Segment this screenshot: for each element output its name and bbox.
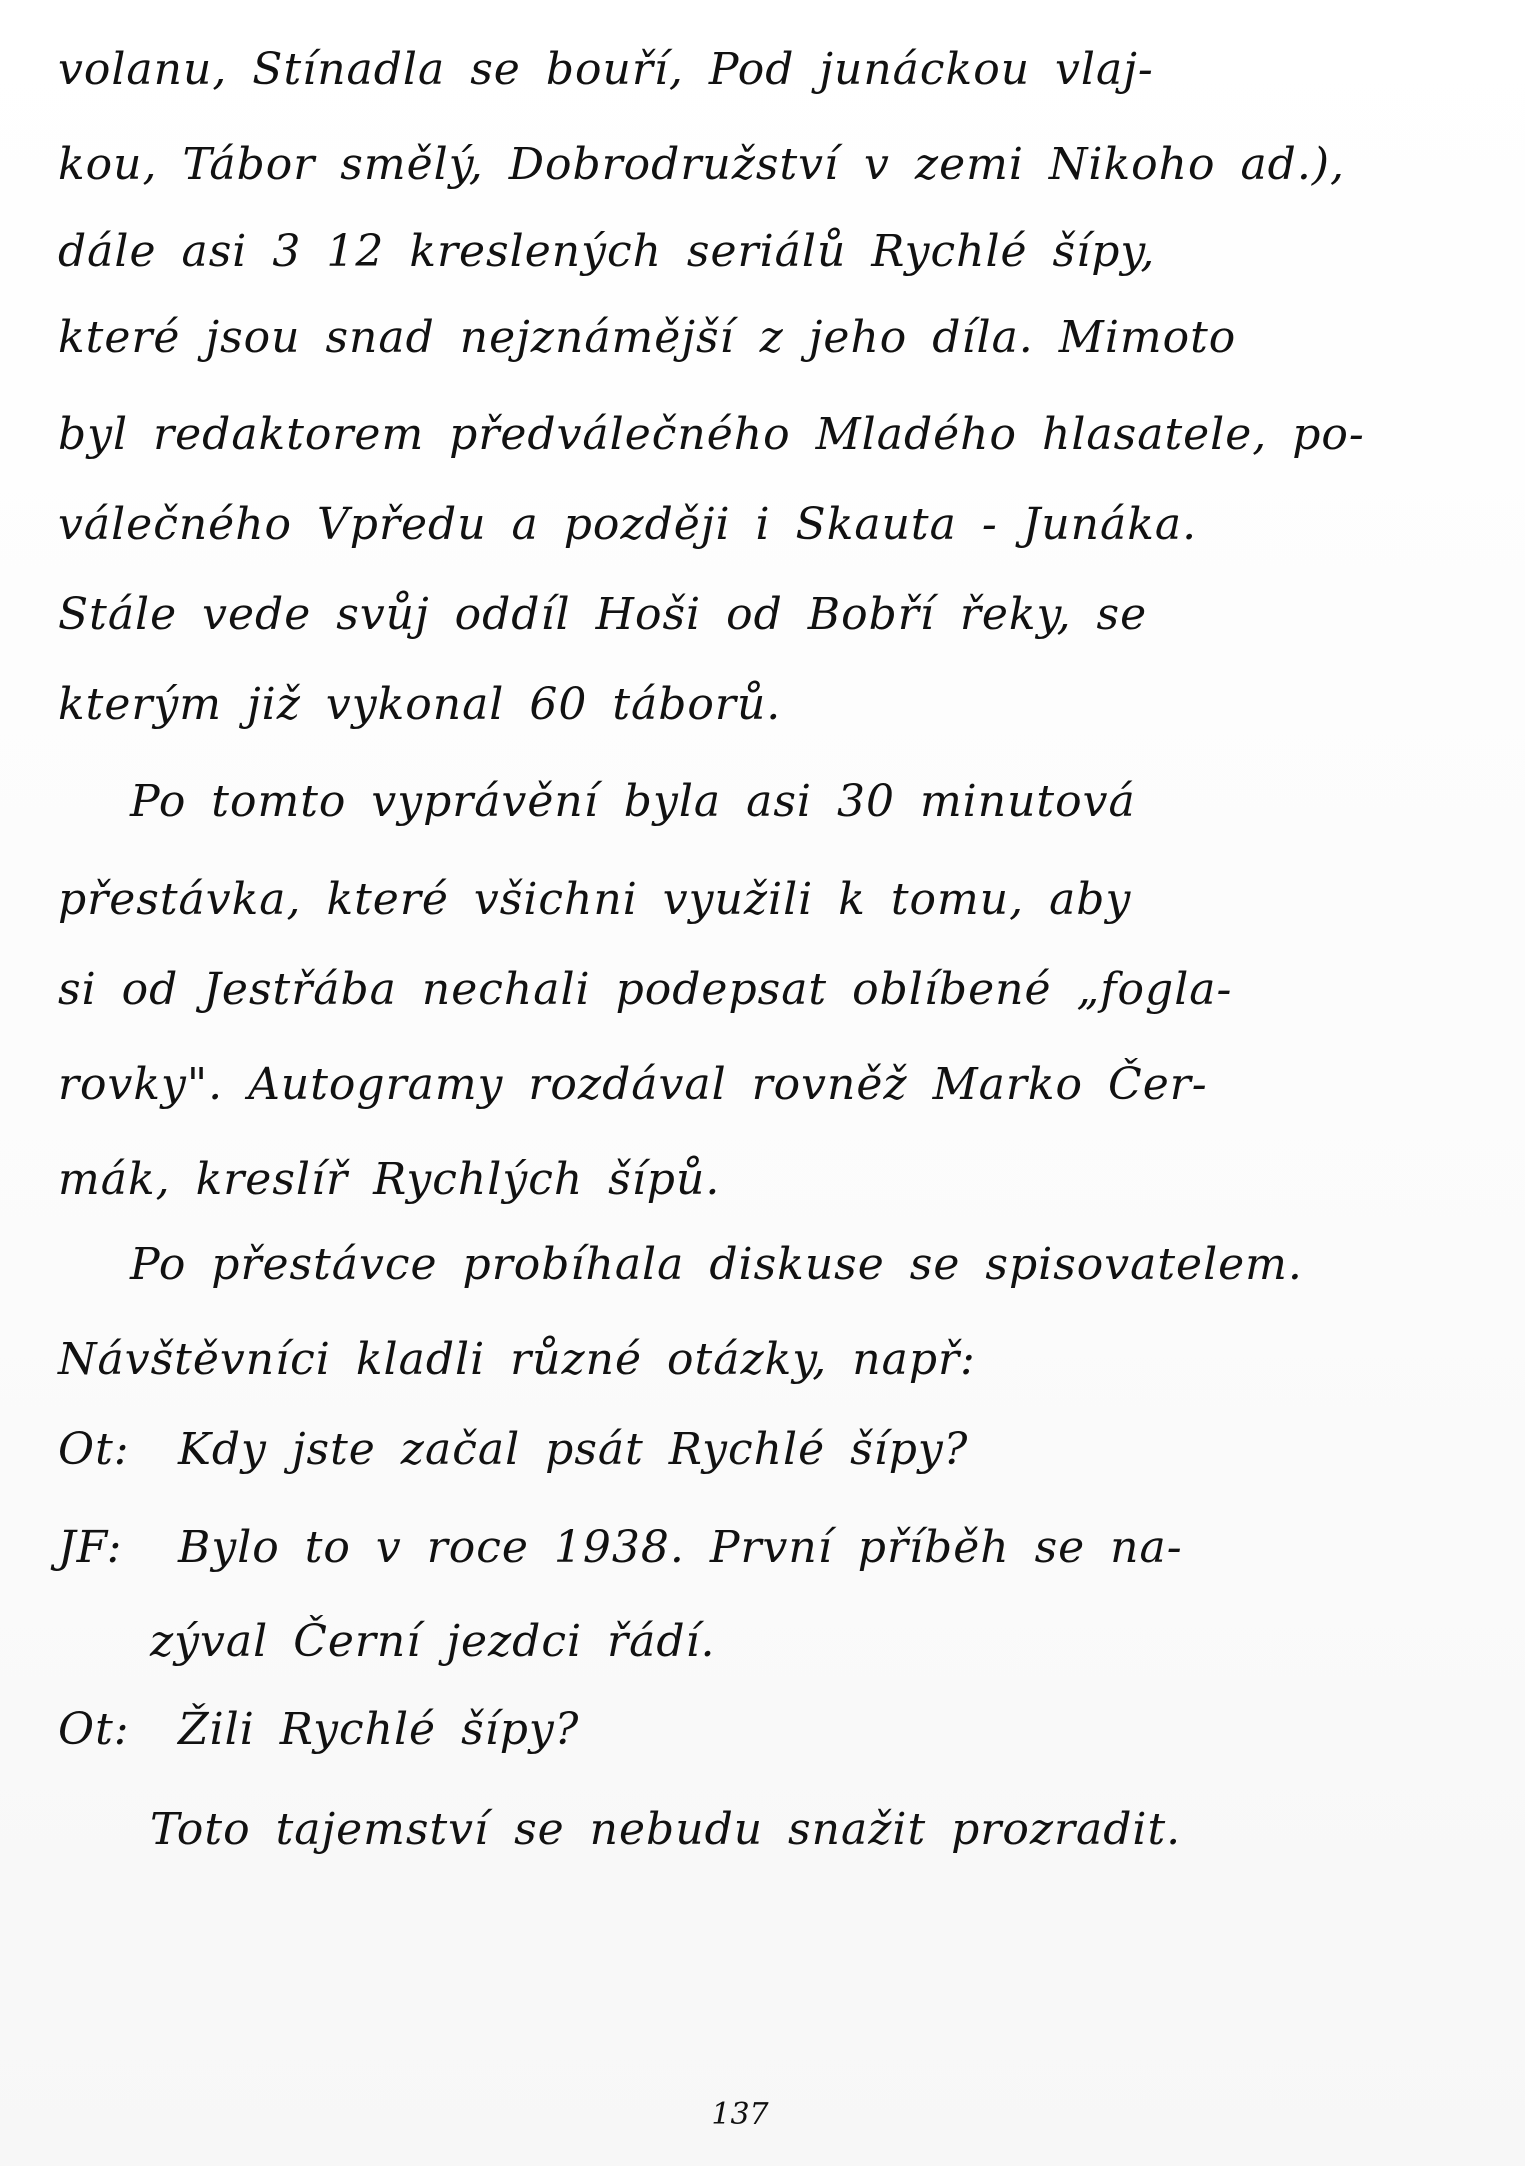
text-line: Návštěvníci kladli různé otázky, např: [58, 1334, 976, 1385]
text-line: válečného Vpředu a později i Skauta - Junáka. [58, 499, 1198, 550]
qa-text: Bylo to v roce 1938. První příběh se na- [178, 1522, 1183, 1573]
qa-text: zýval Černí jezdci řádí. [150, 1616, 716, 1667]
qa-label: Ot: [58, 1424, 130, 1475]
qa-line [58, 1700, 1498, 1760]
qa-text: Kdy jste začal psát Rychlé šípy? [178, 1424, 969, 1475]
text-line: Po tomto vyprávění byla asi 30 minutová [130, 776, 1136, 827]
qa-text: Žili Rychlé šípy? [178, 1704, 580, 1755]
qa-line [150, 1612, 1525, 1672]
text-line: volanu, Stínadla se bouří, Pod junáckou vlaj- [58, 44, 1154, 95]
text-line: Po přestávce probíhala diskuse se spisovatelem. [130, 1239, 1303, 1290]
text-line: kou, Tábor smělý, Dobrodružství v zemi Nikoho ad.), [58, 139, 1345, 190]
qa-line [150, 1800, 1525, 1860]
qa-line [58, 1420, 1498, 1480]
qa-text: Toto tajemství se nebudu snažit prozradit. [150, 1804, 1182, 1855]
qa-line [58, 1518, 1498, 1578]
qa-label: Ot: [58, 1704, 130, 1755]
text-line: mák, kreslíř Rychlých šípů. [58, 1154, 721, 1205]
text-line: si od Jestřába nechali podepsat oblíbené „fogla- [58, 964, 1233, 1015]
text-line: Stále vede svůj oddíl Hoši od Bobří řeky, se [58, 589, 1148, 640]
text-line: byl redaktorem předválečného Mladého hlasatele, po- [58, 409, 1365, 460]
page-number: 137 [711, 2097, 769, 2132]
text-line: kterým již vykonal 60 táborů. [58, 679, 782, 730]
text-line: dále asi 3 12 kreslených seriálů Rychlé šípy, [58, 226, 1156, 277]
text-line: které jsou snad nejznámější z jeho díla. Mimoto [58, 312, 1237, 363]
text-line: přestávka, které všichni využili k tomu, aby [58, 874, 1132, 925]
text-line: rovky". Autogramy rozdával rovněž Marko Čer- [58, 1059, 1208, 1110]
qa-label: JF: [58, 1522, 123, 1573]
